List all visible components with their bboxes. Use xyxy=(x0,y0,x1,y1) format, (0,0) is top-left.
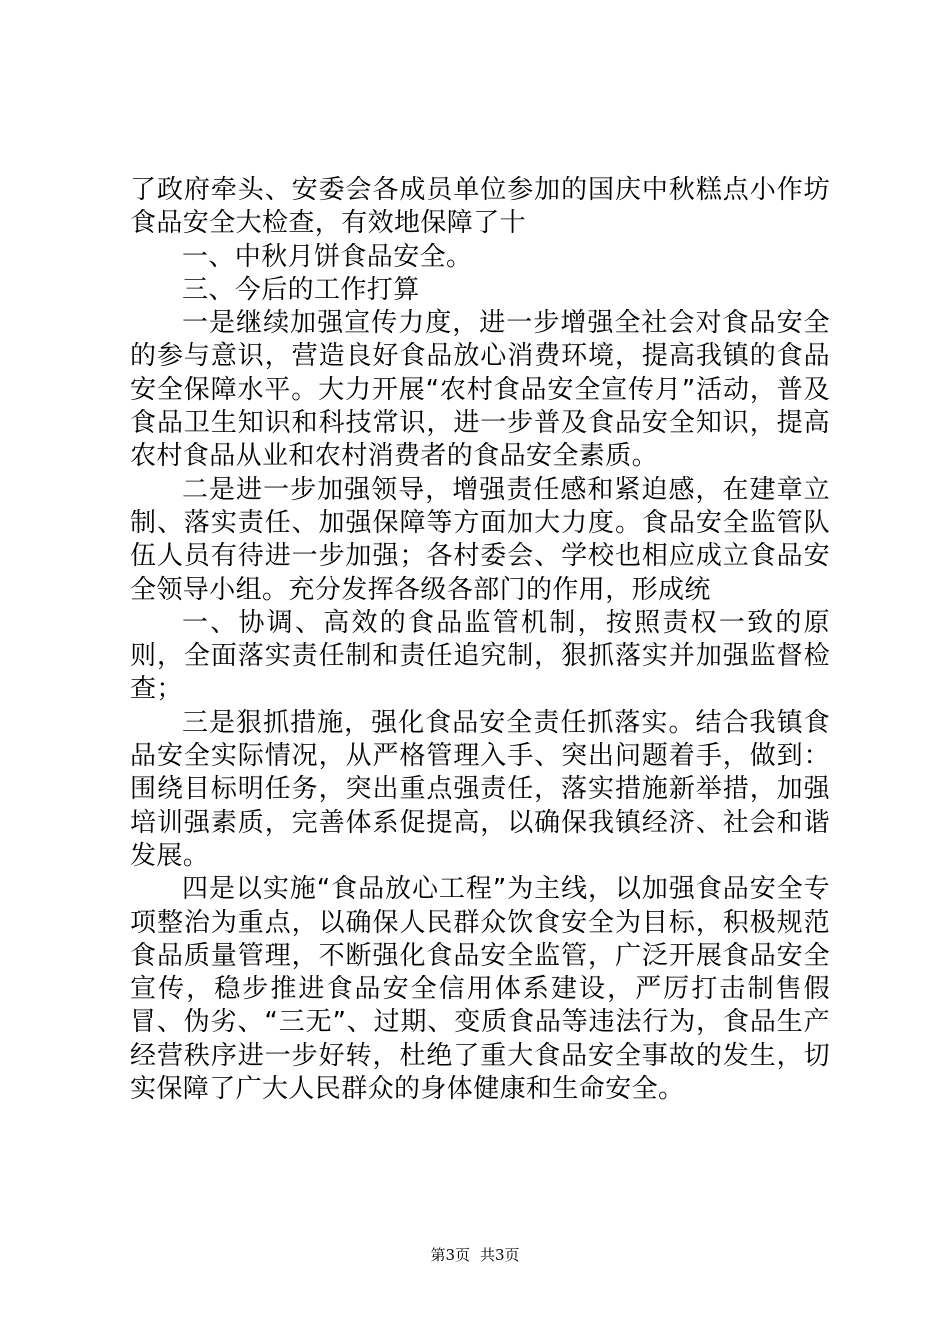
paragraph-mid-autumn: 一、中秋月饼食品安全。 xyxy=(182,241,473,272)
paragraph-coordination: 一、协调、高效的食品监管机制，按照责权一致的原则，全面落实责任制和责任追究制，狠抓落实并加强监督检查； xyxy=(130,607,830,705)
document-body xyxy=(130,174,830,1106)
paragraph-point-four: 四是以实施“食品放心工程”为主线，以加强食品安全专项整治为重点，以确保人民群众饮食安全为目标，积极规范食品质量管理，不断强化食品安全监管，广泛开展食品安全宣传，稳步推进食品安全信用体系建设，严厉打击制售假冒、伪劣、“三无”、过期、变质食品等违法行为，食品生产经营秩序进一步好转，杜绝了重大食品安全事故的发生，切实保障了广大人民群众的身体健康和生命安全。 xyxy=(130,874,830,1105)
page-footer xyxy=(0,1245,950,1265)
paragraph-point-two: 二是进一步加强领导，增强责任感和紧迫感，在建章立制、落实责任、加强保障等方面加大力度。食品安全监管队伍人员有待进一步加强；各村委会、学校也相应成立食品安全领导小组。充分发挥各级各部门的作用，形成统 xyxy=(130,474,830,605)
section-heading-future-plans: 三、今后的工作打算 xyxy=(182,274,420,305)
page-number: 第3页 xyxy=(430,1246,470,1264)
page-total: 共3页 xyxy=(480,1246,520,1264)
paragraph-point-three: 三是狠抓措施，强化食品安全责任抓落实。结合我镇食品安全实际情况，从严格管理入手、突出问题着手，做到：围绕目标明任务，突出重点强责任，落实措施新举措，加强培训强素质，完善体系促提高，以确保我镇经济、社会和谐发展。 xyxy=(130,707,830,871)
paragraph-point-one: 一是继续加强宣传力度，进一步增强全社会对食品安全的参与意识，营造良好食品放心消费环境，提高我镇的食品安全保障水平。大力开展“农村食品安全宣传月”活动，普及食品卫生知识和科技常识，进一步普及食品安全知识，提高农村食品从业和农村消费者的食品安全素质。 xyxy=(130,308,830,472)
paragraph-continuation: 了政府牵头、安委会各成员单位参加的国庆中秋糕点小作坊食品安全大检查，有效地保障了十 xyxy=(130,175,830,239)
